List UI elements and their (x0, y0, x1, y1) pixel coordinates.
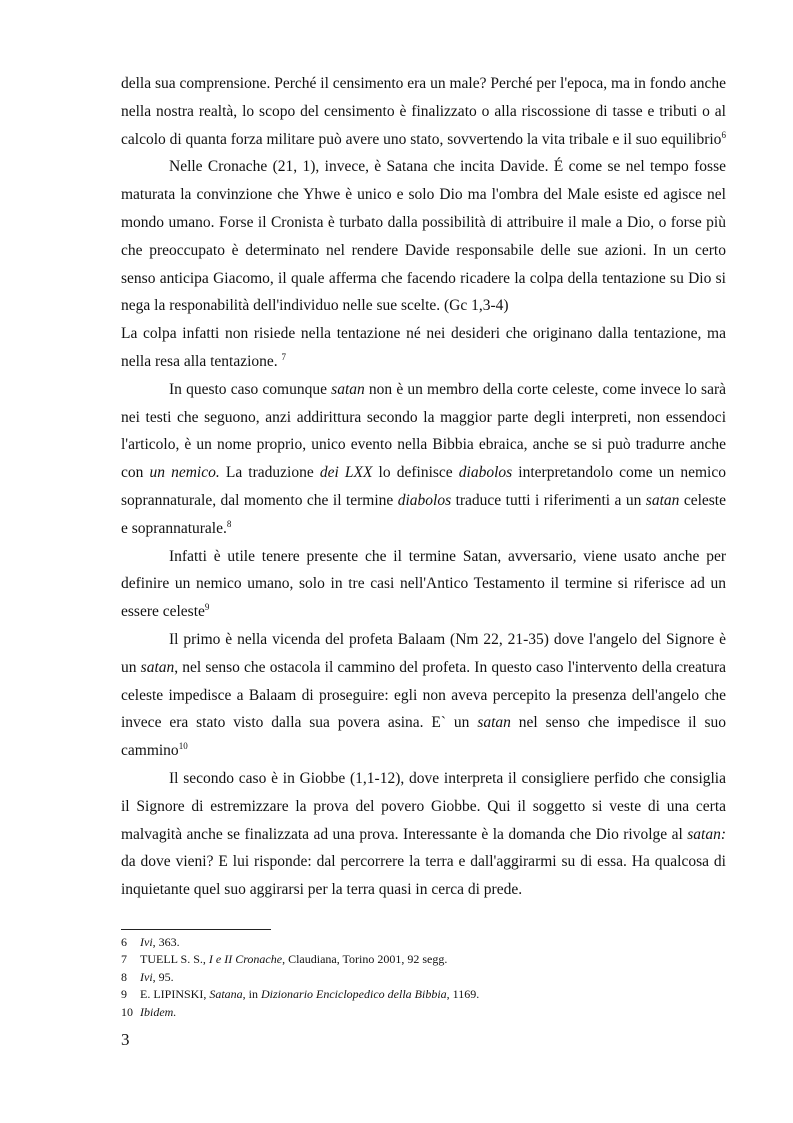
text-run: non è un membro della corte celeste, come invece lo sarà nei testi che seguono, anzi addirittura secondo la maggior parte degli interpreti, non essendoci l'articolo, è un nome proprio, unico evento nella Bibbia ebraica, anche se si può tradurre anche con (121, 380, 726, 482)
paragraph (121, 320, 726, 376)
italic-text: Ivi (140, 935, 153, 949)
text-run: , 363. (152, 935, 180, 949)
text-run: La colpa infatti non risiede nella tentazione né nei desideri che originano dalla tentazione, ma nella resa alla tentazione. (121, 325, 726, 370)
page-number: 3 (121, 1030, 130, 1049)
text-run: , Claudiana, Torino 2001, 92 segg. (282, 952, 448, 967)
paragraph (121, 765, 726, 904)
footnote-separator (121, 929, 271, 930)
text-run: della sua comprensione. Perché il censimento era un male? Perché per l'epoca, ma in fondo anche nella nostra realtà, lo scopo del censimento è finalizzato o alla riscossione di tasse e tributi o al calcolo di quanta forza militare può avere uno stato, sovvertendo la vita tribale e il suo equilibrio (121, 75, 726, 148)
footnote-text (140, 986, 479, 1003)
footnote-ref: 10 (178, 740, 188, 751)
text-run: interpretandolo come un nemico soprannaturale, dal momento che il termine (121, 464, 726, 509)
italic-text: Satana (209, 987, 243, 1002)
footnote (121, 986, 726, 1003)
text-run: celeste e soprannaturale. (121, 491, 726, 537)
italic-text: satan (477, 714, 511, 732)
italic-text: satan: (687, 825, 726, 843)
text-run: , 95. (152, 969, 174, 984)
footnote-number: 7 (121, 952, 127, 967)
text-run: Il secondo caso è in Giobbe (1,1-12), dove interpreta il consigliere perfido che consiglia il Signore di estremizzare la prova del povero Giobbe. Qui il soggetto si veste di una certa malvagità anche se finalizzata ad una prova. Interessante è la domanda che Dio rivolge al (121, 769, 726, 843)
italic-text: satan (645, 491, 680, 509)
text-run: Nelle Cronache (21, 1), invece, è Satana che incita Davide. É come se nel tempo fosse maturata la convinzione che Yhwe è unico e solo Dio ma l'ombra del Male esiste ed agisce nel mondo umano. Forse il Cronista è turbato dalla possibilità di attribuire il male a Dio, o forse più che preoccupato è determinato nel rendere Davide responsabile delle sue azioni. In un certo senso anticipa Giacomo, il quale afferma che facendo ricadere la colpa della tentazione su Dio si nega la responabilità dell'individuo nelle sue scelte. (Gc 1,3-4) (121, 158, 726, 315)
footnote-text (140, 951, 447, 968)
footnote-number: 6 (121, 935, 127, 949)
text-run: , nel senso che ostacola il cammino del profeta. In questo caso l'intervento della creatura celeste impedisce a Balaam di proseguire: egli non aveva percepito la presenza dell'angelo che invece era stato visto dalla sua povera asina. E` un (121, 658, 727, 732)
footnote-ref: 6 (721, 129, 726, 140)
footnotes (121, 934, 726, 1021)
footnote (121, 969, 726, 986)
footnote-number: 8 (121, 969, 127, 984)
text-run: da dove vieni? E lui risponde: dal percorrere la terra e dall'aggirarmi su di essa. Ha qualcosa di inquietante quel suo aggirarsi per la terra quasi in cerca di prede. (121, 853, 726, 899)
text-run: , in (242, 987, 262, 1002)
text-run: Il primo è nella vicenda del profeta Balaam (Nm 22, 21-35) dove l'angelo del Signore è un (121, 630, 726, 676)
footnote-ref: 7 (281, 351, 287, 362)
text-run: traduce tutti i riferimenti a un (451, 491, 646, 509)
italic-text: satan (140, 658, 175, 676)
italic-text: dei LXX (319, 464, 373, 482)
text-run: In questo caso comunque (169, 380, 332, 398)
text-run: , 1169. (446, 987, 480, 1002)
footnote-number: 10 (121, 1004, 133, 1019)
paragraph (121, 626, 726, 765)
italic-text: diabolos (458, 464, 513, 482)
paragraph (121, 153, 726, 320)
footnote (121, 1004, 726, 1021)
text-run: La traduzione (219, 464, 320, 482)
footnote (121, 934, 726, 951)
footnote-text (140, 1004, 176, 1021)
paragraph (121, 543, 726, 626)
text-run: TUELL S. S., (140, 952, 209, 967)
text-run: Infatti è utile tenere presente che il termine Satan, avversario, viene usato anche per definire un nemico umano, solo in tre casi nell'Antico Testamento il termine si riferisce ad un essere celeste (121, 547, 726, 621)
paragraph (121, 70, 726, 153)
italic-text: Ivi (140, 969, 153, 984)
footnote-text (140, 969, 174, 986)
footnote-ref: 9 (204, 601, 210, 612)
body-text (121, 70, 726, 904)
italic-text: Ibidem. (140, 1004, 177, 1019)
text-run: nel senso che impedisce il suo cammino (121, 714, 727, 760)
text-run: E. LIPINSKI, (140, 987, 210, 1002)
text-run: lo definisce (372, 464, 459, 482)
footnote-text (140, 934, 180, 951)
italic-text: un nemico. (149, 464, 220, 482)
italic-text: diabolos (397, 491, 452, 509)
italic-text: Dizionario Enciclopedico della Bibbia (261, 987, 447, 1002)
footnote-number: 9 (121, 987, 127, 1002)
italic-text: satan (331, 380, 365, 398)
italic-text: I e II Cronache (208, 952, 283, 967)
footnote-ref: 8 (226, 518, 232, 529)
footnote (121, 951, 726, 968)
paragraph (121, 376, 726, 543)
